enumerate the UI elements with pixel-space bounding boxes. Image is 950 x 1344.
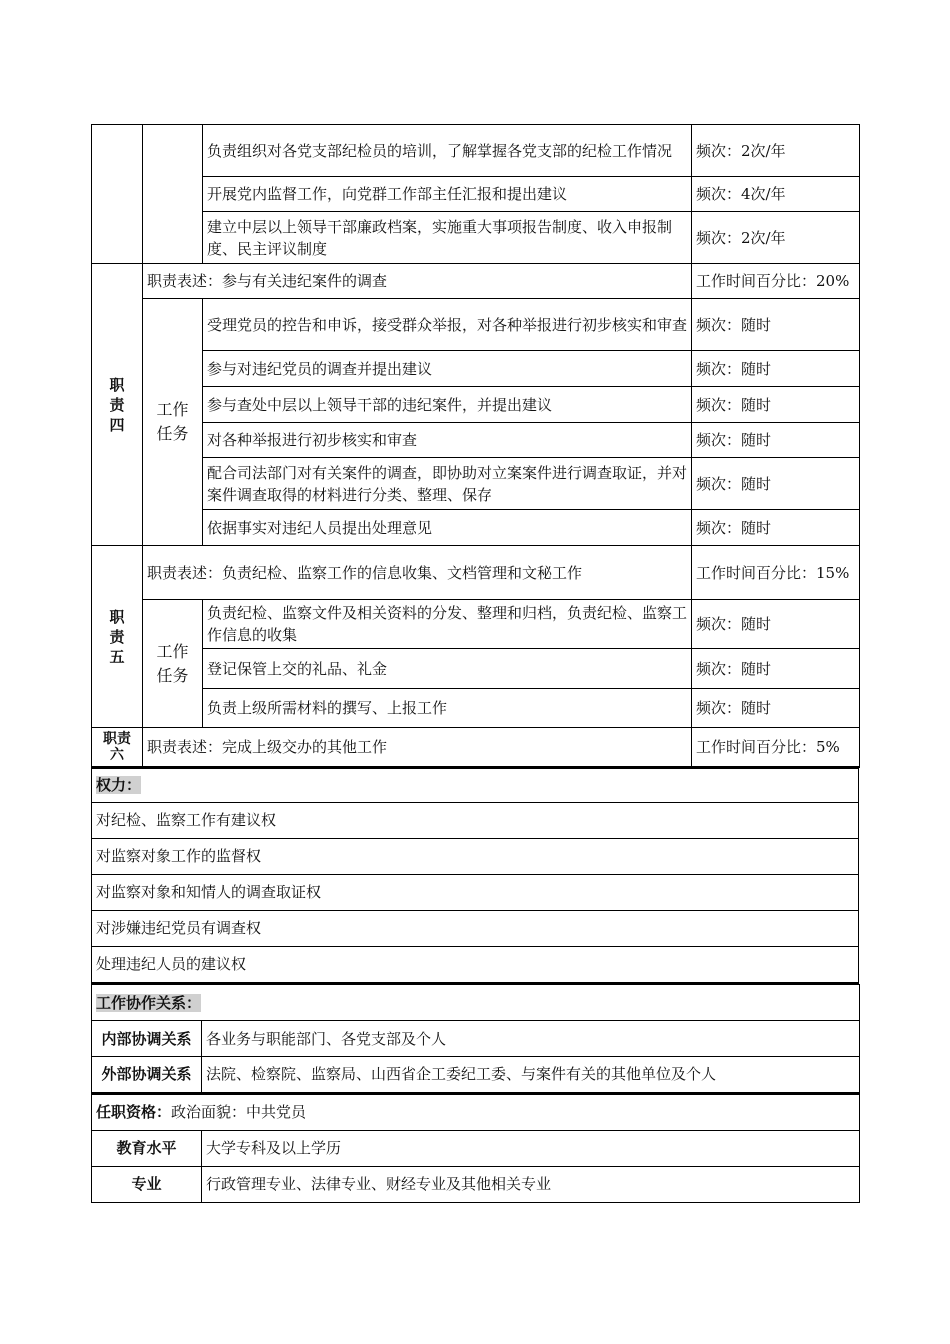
task-frequency: 频次：随时 xyxy=(692,510,860,546)
duty3-task-label-cell xyxy=(143,125,203,264)
cooperation-section-title: 工作协作关系： xyxy=(92,985,860,1021)
task-text: 建立中层以上领导干部廉政档案，实施重大事项报告制度、收入申报制度、民主评议制度 xyxy=(203,212,692,264)
task-frequency: 频次：随时 xyxy=(692,387,860,423)
cooperation-table xyxy=(91,984,860,1094)
external-coordination-value: 法院、检察院、监察局、山西省企工委纪工委、与案件有关的其他单位及个人 xyxy=(202,1057,860,1093)
task-text: 受理党员的控告和申诉，接受群众举报，对各种举报进行初步核实和审查 xyxy=(203,299,692,351)
power-item: 对监察对象和知情人的调查取证权 xyxy=(92,874,859,910)
task-frequency: 频次：2次/年 xyxy=(692,125,860,177)
task-frequency: 频次：2次/年 xyxy=(692,212,860,264)
task-frequency: 频次：随时 xyxy=(692,458,860,510)
duty5-time-percent: 工作时间百分比：15% xyxy=(692,546,860,600)
task-text: 对各种举报进行初步核实和审查 xyxy=(203,423,692,458)
task-text: 依据事实对违纪人员提出处理意见 xyxy=(203,510,692,546)
political-status: 政治面貌：中共党员 xyxy=(171,1103,307,1121)
duty4-time-percent: 工作时间百分比：20% xyxy=(692,264,860,299)
duty4-task-label: 工作任务 xyxy=(143,299,203,546)
major-value: 行政管理专业、法律专业、财经专业及其他相关专业 xyxy=(202,1166,860,1202)
duty4-description: 职责表述：参与有关违纪案件的调查 xyxy=(143,264,692,299)
major-label: 专业 xyxy=(92,1166,202,1202)
task-frequency: 频次：随时 xyxy=(692,649,860,689)
job-description-sheet xyxy=(91,124,859,1203)
powers-table xyxy=(91,768,859,985)
duty3-label-cell xyxy=(92,125,143,264)
powers-section-title: 权力： xyxy=(92,768,859,802)
qualifications-table xyxy=(91,1094,860,1203)
power-item: 对涉嫌违纪党员有调查权 xyxy=(92,910,859,946)
task-frequency: 频次：4次/年 xyxy=(692,177,860,212)
external-coordination-label: 外部协调关系 xyxy=(92,1057,202,1093)
duty6-label: 职责六 xyxy=(92,728,143,767)
education-label: 教育水平 xyxy=(92,1130,202,1166)
task-text: 负责组织对各党支部纪检员的培训，了解掌握各党支部的纪检工作情况 xyxy=(203,125,692,177)
power-item: 对纪检、监察工作有建议权 xyxy=(92,802,859,838)
task-text: 参与查处中层以上领导干部的违纪案件，并提出建议 xyxy=(203,387,692,423)
task-frequency: 频次：随时 xyxy=(692,423,860,458)
power-item: 对监察对象工作的监督权 xyxy=(92,838,859,874)
task-text: 开展党内监督工作，向党群工作部主任汇报和提出建议 xyxy=(203,177,692,212)
task-text: 配合司法部门对有关案件的调查，即协助对立案案件进行调查取证，并对案件调查取得的材料进行分类、整理、保存 xyxy=(203,458,692,510)
task-text: 参与对违纪党员的调查并提出建议 xyxy=(203,351,692,387)
internal-coordination-label: 内部协调关系 xyxy=(92,1021,202,1057)
internal-coordination-value: 各业务与职能部门、各党支部及个人 xyxy=(202,1021,860,1057)
duty6-description: 职责表述：完成上级交办的其他工作 xyxy=(143,728,692,767)
task-frequency: 频次：随时 xyxy=(692,600,860,649)
task-frequency: 频次：随时 xyxy=(692,689,860,728)
task-text: 登记保管上交的礼品、礼金 xyxy=(203,649,692,689)
task-frequency: 频次：随时 xyxy=(692,351,860,387)
duty5-task-label: 工作任务 xyxy=(143,600,203,728)
task-frequency: 频次：随时 xyxy=(692,299,860,351)
task-text: 负责纪检、监察文件及相关资料的分发、整理和归档，负责纪检、监察工作信息的收集 xyxy=(203,600,692,649)
duty4-label: 职责四 xyxy=(92,264,143,546)
qualifications-section-title: 任职资格：政治面貌：中共党员 xyxy=(92,1094,860,1130)
task-text: 负责上级所需材料的撰写、上报工作 xyxy=(203,689,692,728)
power-item: 处理违纪人员的建议权 xyxy=(92,946,859,983)
duties-table xyxy=(91,124,860,768)
duty5-description: 职责表述：负责纪检、监察工作的信息收集、文档管理和文秘工作 xyxy=(143,546,692,600)
duty5-label: 职责五 xyxy=(92,546,143,728)
education-value: 大学专科及以上学历 xyxy=(202,1130,860,1166)
duty6-time-percent: 工作时间百分比：5% xyxy=(692,728,860,767)
